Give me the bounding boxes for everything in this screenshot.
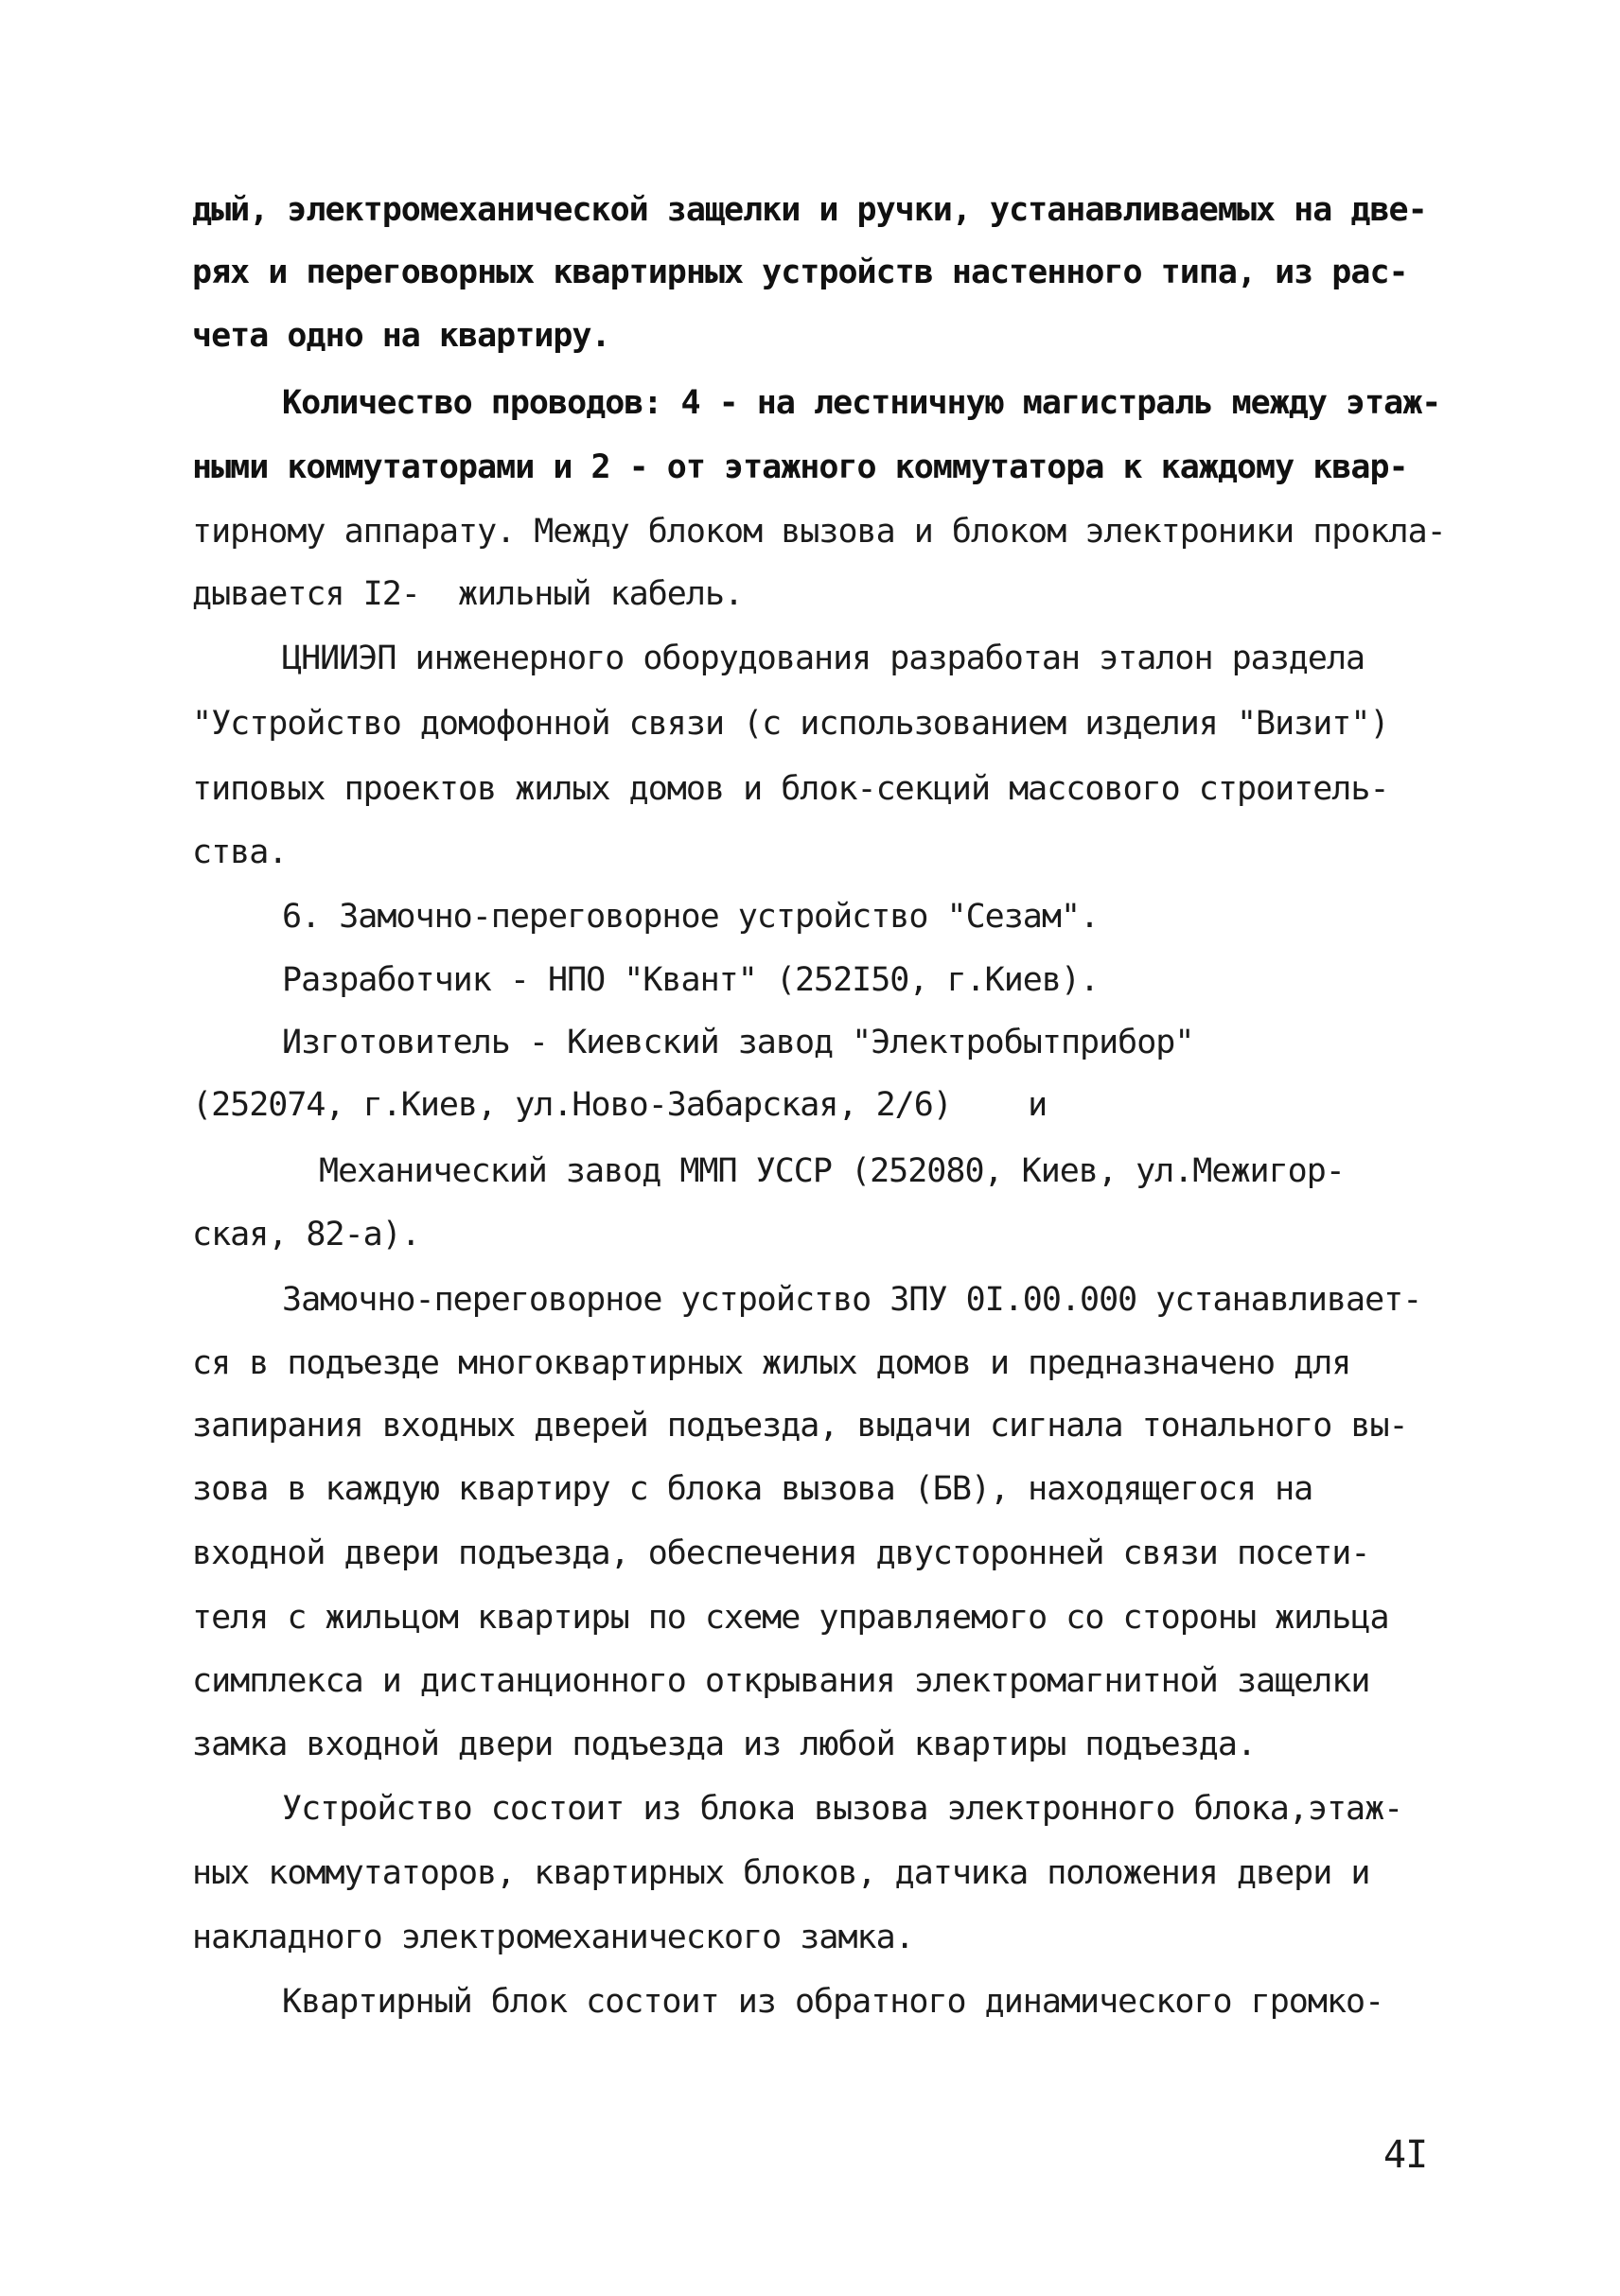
text-line-24: симплекса и дистанционного открывания электромагнитной защелки xyxy=(192,1662,1370,1700)
text-line-12: 6. Замочно-переговорное устройство "Сезам". xyxy=(282,898,1100,936)
text-line-27: ных коммутаторов, квартирных блоков, датчика положения двери и xyxy=(192,1854,1370,1892)
text-line-28: накладного электромеханического замка. xyxy=(192,1919,914,1956)
text-line-3: чета одно на квартиру. xyxy=(192,317,610,355)
text-line-21: зова в каждую квартиру с блока вызова (БВ), находящегося на xyxy=(192,1470,1313,1508)
text-line-10: типовых проектов жилых домов и блок-секций массового строитель- xyxy=(192,770,1389,808)
text-line-1: дый, электромеханической защелки и ручки, устанавливаемых на две- xyxy=(192,191,1427,229)
page-number: 4I xyxy=(1383,2133,1428,2177)
text-line-6: тирному аппарату. Между блоком вызова и блоком электроники прокла- xyxy=(192,513,1446,551)
text-line-14: Изготовитель - Киевский завод "Электробытприбор" xyxy=(282,1024,1194,1061)
text-line-15: (252074, г.Киев, ул.Ново-Забарская, 2/6) и xyxy=(192,1086,1048,1124)
text-line-11: ства. xyxy=(192,833,288,871)
text-line-19: ся в подъезде многоквартирных жилых домов и предназначено для xyxy=(192,1344,1351,1382)
text-line-9: "Устройство домофонной связи (с использованием изделия "Визит") xyxy=(192,705,1389,743)
text-line-20: запирания входных дверей подъезда, выдачи сигнала тонального вы- xyxy=(192,1407,1408,1445)
text-line-13: Разработчик - НПО "Квант" (252I50, г.Киев). xyxy=(282,961,1100,999)
text-line-16: Механический завод ММП УССР (252080, Киев, ул.Межигор- xyxy=(319,1152,1345,1190)
text-line-4: Количество проводов: 4 - на лестничную магистраль между этаж- xyxy=(282,384,1441,422)
text-line-8: ЦНИИЭП инженерного оборудования разработан эталон раздела xyxy=(282,640,1365,677)
text-line-29: Квартирный блок состоит из обратного динамического громко- xyxy=(282,1983,1384,2021)
text-line-18: Замочно-переговорное устройство ЗПУ 0I.00.000 устанавливает- xyxy=(282,1281,1422,1319)
text-line-25: замка входной двери подъезда из любой квартиры подъезда. xyxy=(192,1726,1257,1763)
text-line-17: ская, 82-а). xyxy=(192,1216,420,1253)
text-line-7: дывается I2- жильный кабель. xyxy=(192,575,744,613)
text-line-26: Устройство состоит из блока вызова электронного блока,этаж- xyxy=(282,1790,1403,1828)
text-line-5: ными коммутаторами и 2 - от этажного коммутатора к каждому квар- xyxy=(192,448,1408,486)
text-line-2: рях и переговорных квартирных устройств настенного типа, из рас- xyxy=(192,254,1408,291)
text-line-22: входной двери подъезда, обеспечения двусторонней связи посети- xyxy=(192,1534,1370,1572)
text-line-23: теля с жильцом квартиры по схеме управляемого со стороны жильца xyxy=(192,1599,1389,1637)
